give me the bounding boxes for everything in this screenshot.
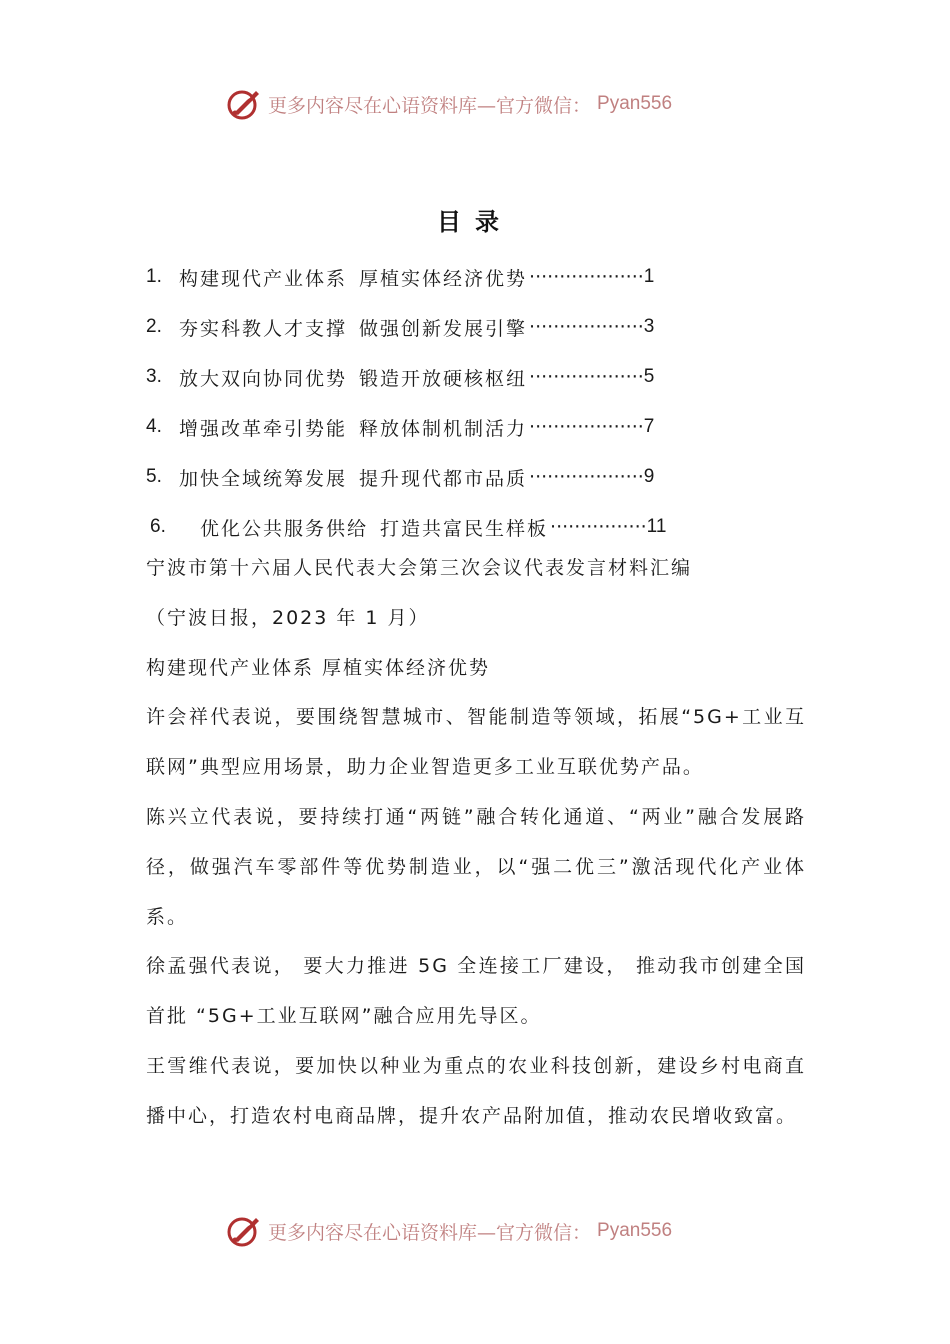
quill-logo-icon [226,86,262,122]
banner-wechat-id: Pyan556 [597,1220,673,1241]
quill-logo-icon [226,1213,262,1249]
section-title: 构建现代产业体系 厚植实体经济优势 [146,656,491,679]
banner-wechat-id: Pyan556 [597,93,673,114]
paragraph: 徐孟强代表说， 要大力推进 5G 全连接工厂建设， 推动我市创建全国首批 “5G+工业互联网”融合应用先导区。 [146,955,806,1028]
article-heading: 宁波市第十六届人民代表大会第三次会议代表发言材料汇编 [146,557,693,579]
paragraph: 王雪维代表说，要加快以种业为重点的农业科技创新，建设乡村电商直播中心，打造农村电商品牌，提升农产品附加值，推动农民增收致富。 [146,1054,806,1127]
toc-item[interactable]: 3. 放大双向协同优势 锻造开放硬核枢纽 ··················· 5 [146,366,655,390]
banner-text: 更多内容尽在心语资料库—官方微信： [268,1221,592,1244]
toc-item[interactable]: 4. 增强改革牵引势能 释放体制机制活力 ··················· 7 [146,416,655,440]
toc-title: 目录 [437,208,513,236]
article-source: （宁波日报，2023 年 1 月） [146,606,430,629]
footer-banner [226,1211,672,1251]
paragraph: 许会祥代表说，要围绕智慧城市、智能制造等领域，拓展“5G+工业互联网”典型应用场景，助力企业智造更多工业互联优势产品。 [146,706,806,779]
toc-item[interactable]: 2. 夯实科教人才支撑 做强创新发展引擎 ··················· 3 [146,316,655,340]
toc-item[interactable]: 5. 加快全域统筹发展 提升现代都市品质 ··················· 9 [146,466,655,490]
header-banner [226,84,672,124]
toc-item[interactable]: 6. 优化公共服务供给 打造共富民生样板 ················ 11 [150,516,667,540]
banner-text: 更多内容尽在心语资料库—官方微信： [268,94,592,117]
toc-item[interactable]: 1. 构建现代产业体系 厚植实体经济优势 ··················· 1 [146,266,655,290]
table-of-contents [146,252,706,552]
article-body [146,544,806,1142]
paragraph: 陈兴立代表说，要持续打通“两链”融合转化通道、“两业”融合发展路径，做强汽车零部件等优势制造业，以“强二优三”激活现代化产业体系。 [146,805,806,928]
